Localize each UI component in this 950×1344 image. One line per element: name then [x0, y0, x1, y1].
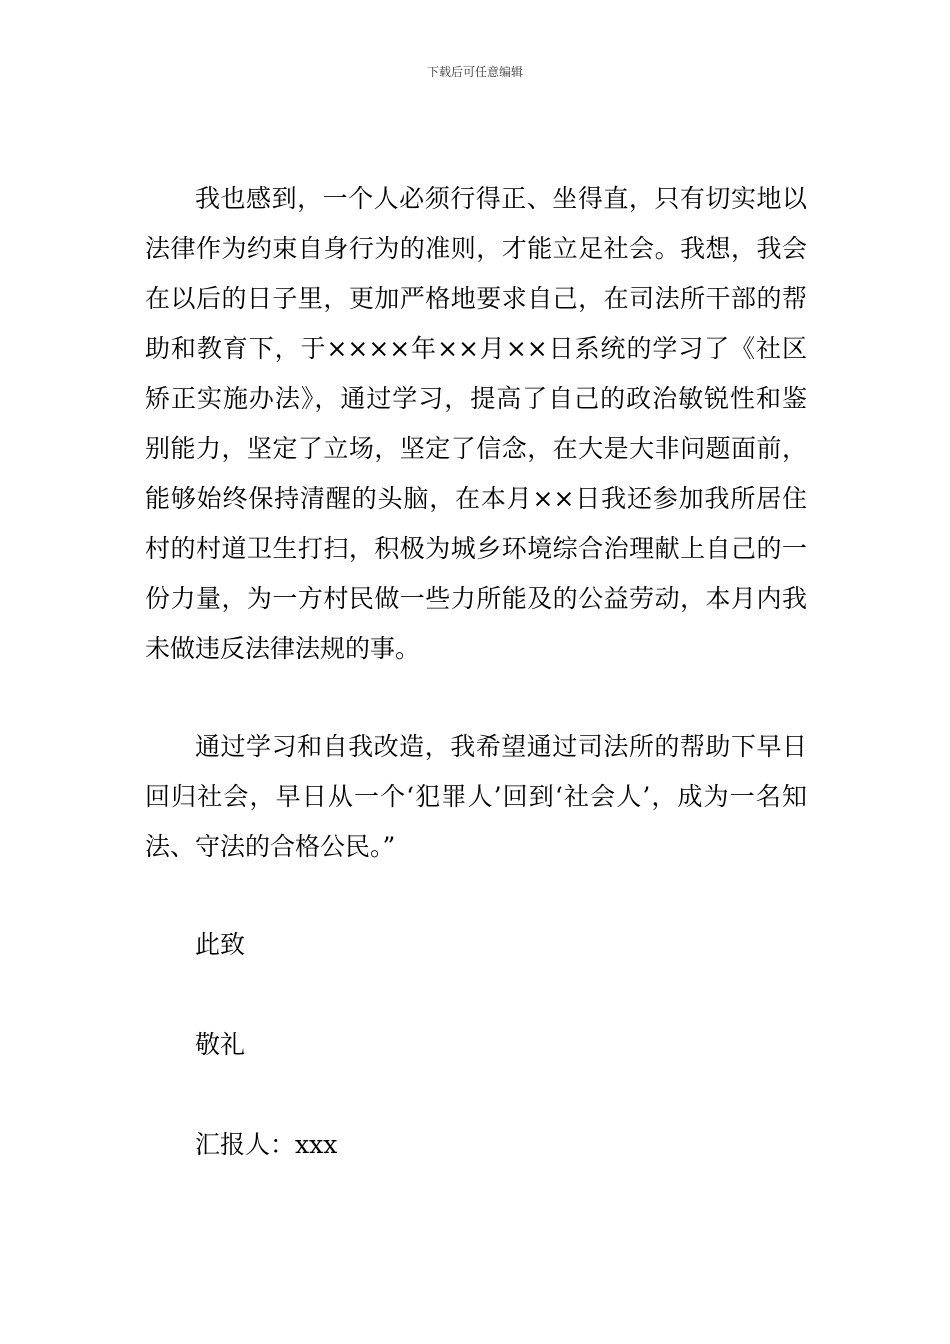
body-paragraph-2: 通过学习和自我改造，我希望通过司法所的帮助下早日回归社会，早日从一个‘犯罪人’回到‘社会人’，成为一名知法、守法的合格公民。”	[145, 732, 807, 861]
header-note: 下载后可任意编辑	[426, 65, 523, 79]
closing-regards: 敬礼	[195, 1030, 246, 1059]
closing-salutation: 此致	[195, 930, 246, 959]
reporter-signature: 汇报人：xxx	[195, 1130, 338, 1159]
body-paragraph-1: 我也感到，一个人必须行得正、坐得直，只有切实地以法律作为约束自身行为的准则，才能立足社会。我想，我会在以后的日子里，更加严格地要求自己，在司法所干部的帮助和教育下，于××××年××月××日系统的学习了《社区矫正实施办法》，通过学习，提高了自己的政治敏锐性和鉴别能力，坚定了立场，坚定了信念，在大是大非问题面前，能够始终保持清醒的头脑，在本月××日我还参加我所居住村的村道卫生打扫，积极为城乡环境综合治理献上自己的一份力量，为一方村民做一些力所能及的公益劳动，本月内我未做违反法律法规的事。	[145, 184, 807, 663]
